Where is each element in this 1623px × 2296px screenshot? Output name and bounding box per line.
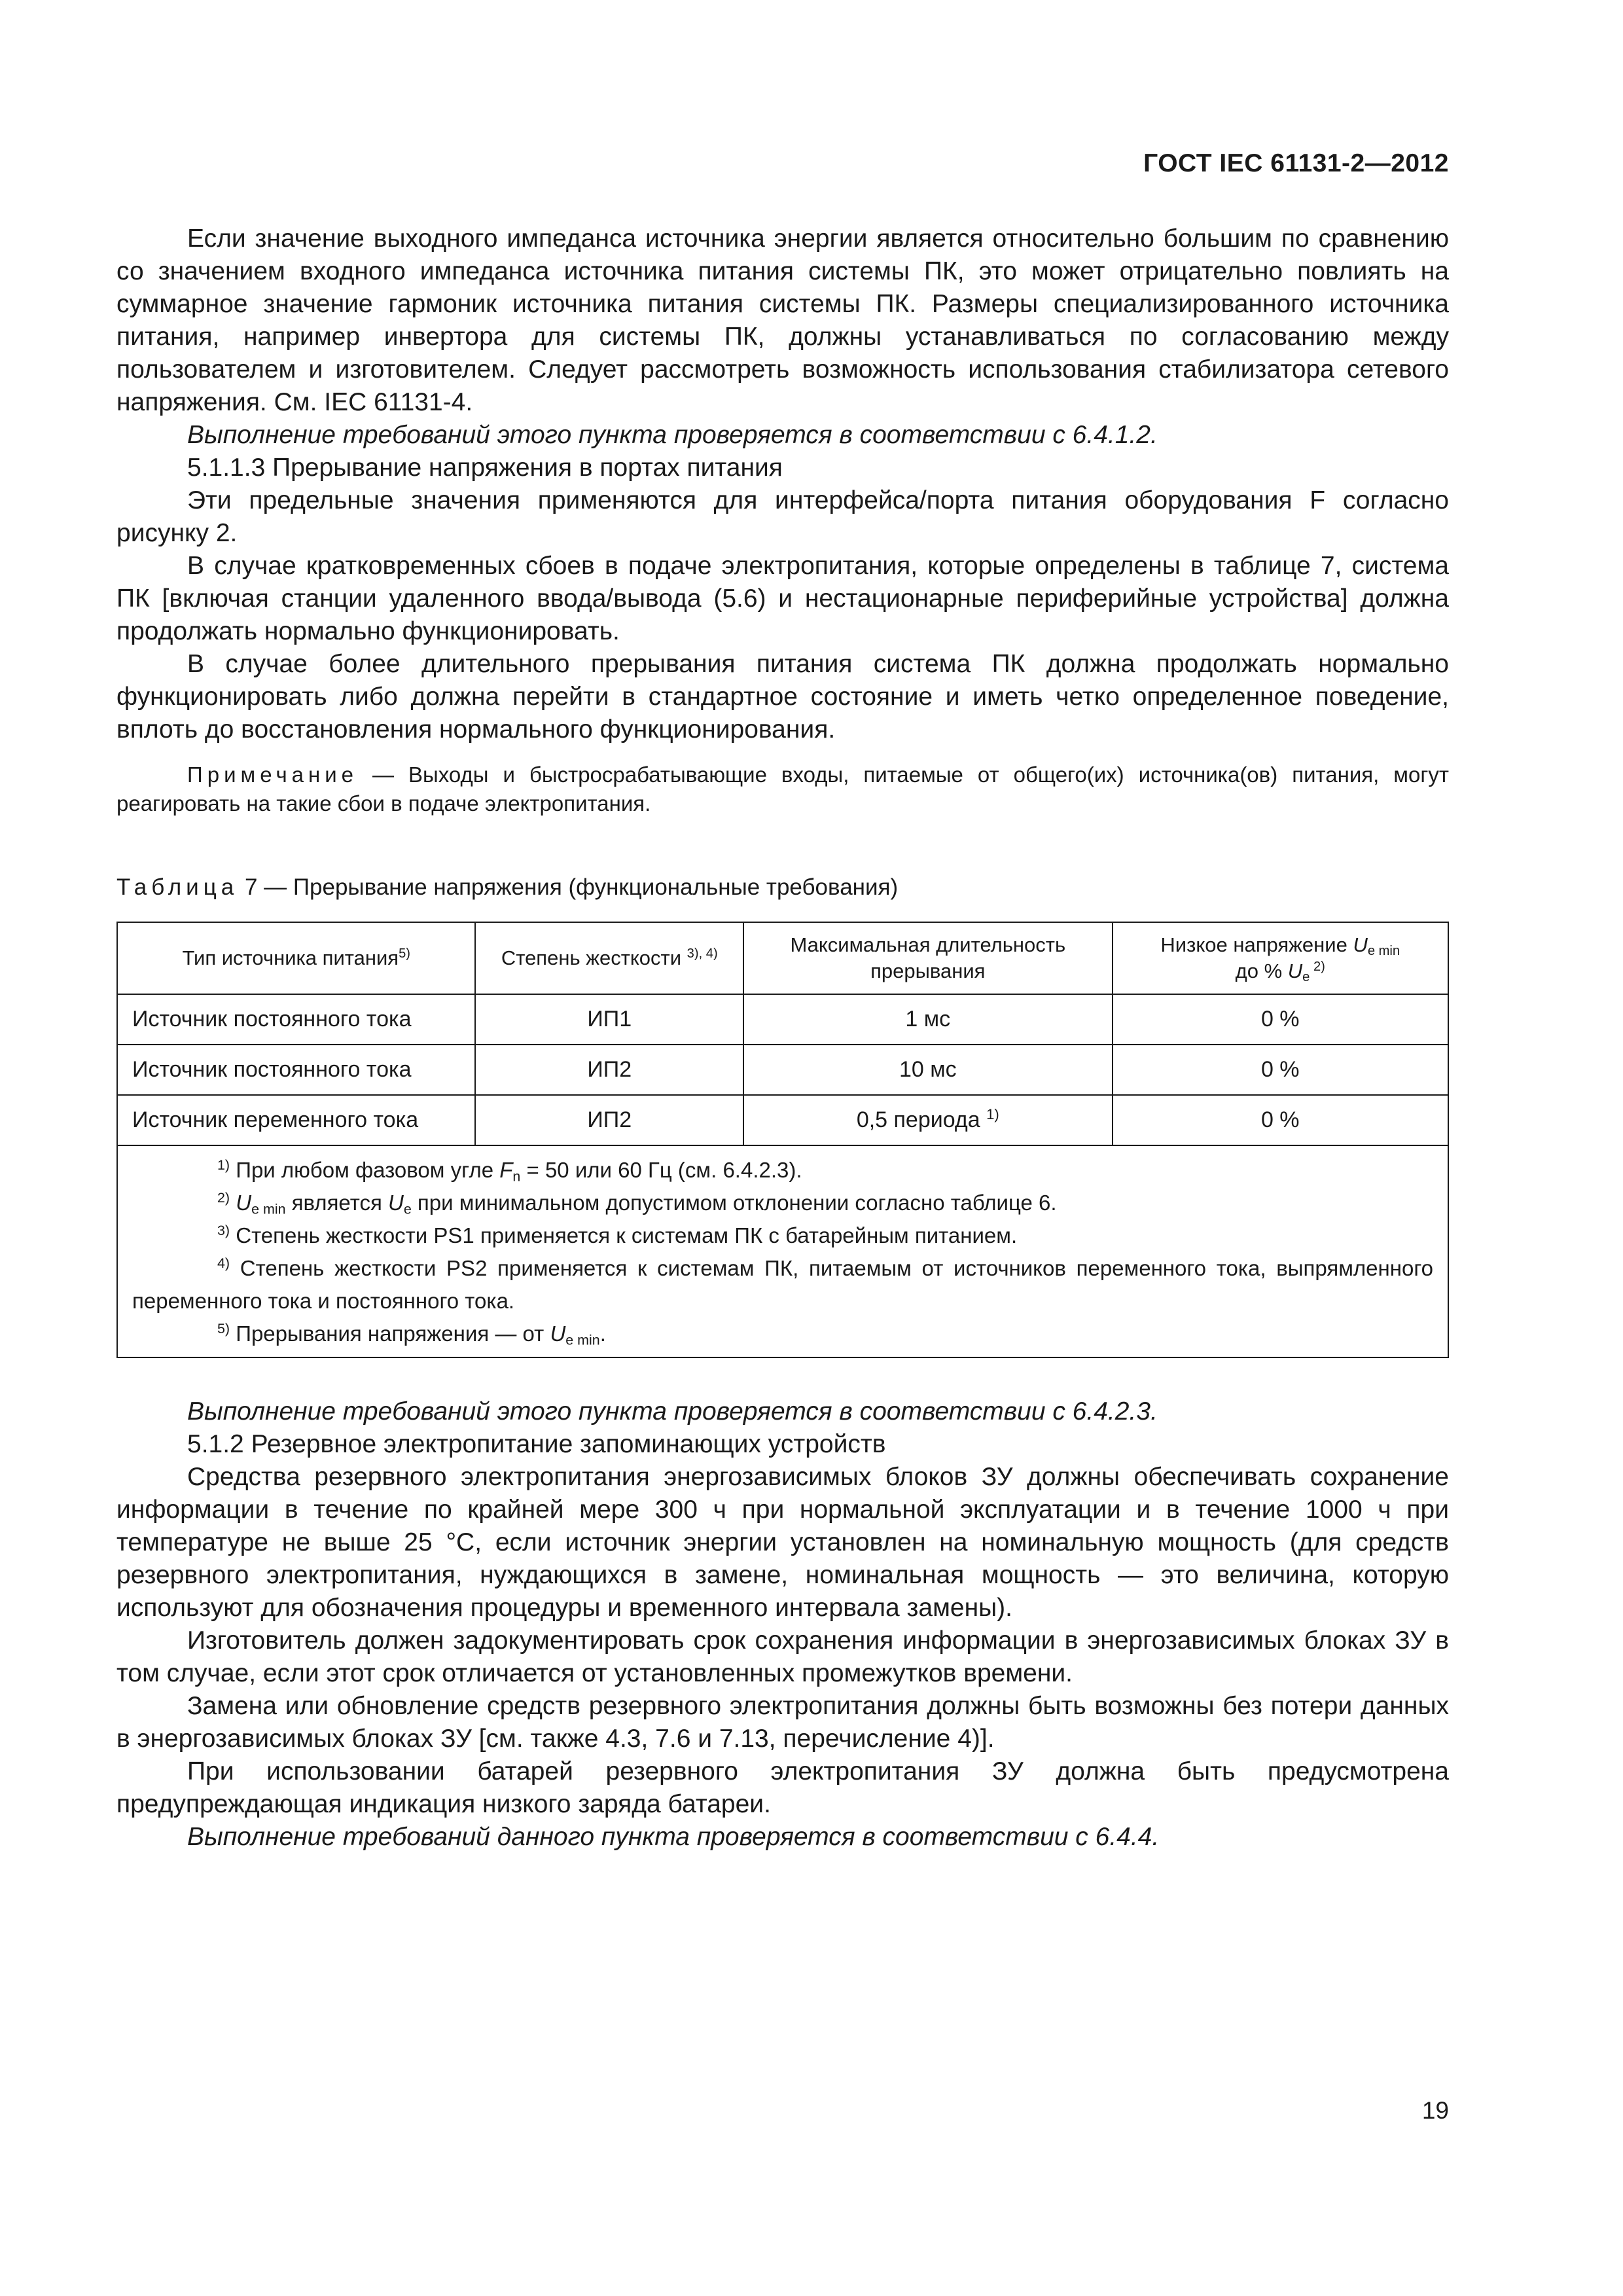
table-caption-text: 7 — Прерывание напряжения (функциональные требования) [238,874,899,900]
footnote-2: $^{2)}$ $U_{e min}$ является $U_e$ при минимальном допустимом отклонении согласно таблице 6. [217,1190,1057,1217]
note-text: — Выходы и быстросрабатывающие входы, питаемые от общего(их) источника(ов) питания, могут реагировать на такие сбои в подаче электропитания. [116,762,1449,816]
paragraph: Замена или обновление средств резервного электропитания должны быть возможны без потери данных в энергозависимых блоках ЗУ [см. также 4.3, 7.6 и 7.13, перечисление 4)]. [116,1692,1449,1753]
table-row [117,1095,1448,1145]
standard-header: ГОСТ IEC 61131-2—2012 [1143,149,1449,177]
footnote-3: $^{3)}$ Степень жесткости PS1 применяется к системам ПК с батарейным питанием. [217,1223,1018,1247]
table-footnotes-row [117,1145,1448,1357]
header-severity: Степень жесткости $^{3), 4)}$ [475,922,743,994]
paragraph: При использовании батарей резервного электропитания ЗУ должна быть предусмотрена предупреждающая индикация низкого заряда батареи. [116,1757,1449,1818]
header-source-type: Тип источника питания$^{5)}$ [117,922,475,994]
footnote-4: $^{4)}$ Степень жесткости PS2 применяется к системам ПК, питаемым от источников переменного тока, выпрямленного переменного тока и постоянного тока. [132,1255,1433,1313]
table-caption [116,874,898,901]
paragraph: Если значение выходного импеданса источника энергии является относительно большим по сравнению со значением входного импеданса источника питания системы ПК, это может отрицательно повлиять на суммарное значение гармоник источника питания системы ПК. Размеры специализированного источника питания, например инвертора для системы ПК, должны устанавливаться по согласованию между пользователем и изготовителем. Следует рассмотреть возможность использования стабилизатора сетевого напряжения. См. IEC 61131-4. [116,224,1449,416]
cell-source-type: Источник переменного тока [117,1095,475,1145]
cell-source-type: Источник постоянного тока [117,994,475,1045]
note-label: Примечание [187,762,359,787]
footnote-1: $^{1)}$ При любом фазовом угле $F_n = 50$ или 60 Гц (см. 6.4.2.3). [217,1157,802,1185]
header-low-voltage: Низкое напряжение $U_{e min}$ до % $U_e$ $^{2)}$ [1113,922,1448,994]
footnote-5: $^{5)}$ Прерывания напряжения — от $U_{e min}$. [217,1321,606,1348]
table-row [117,994,1448,1045]
cell-severity: ИП2 [475,1045,743,1095]
cell-voltage: 0 % [1113,994,1448,1045]
paragraph: Средства резервного электропитания энергозависимых блоков ЗУ должны обеспечивать сохранение информации в течение по крайней мере 300 ч при нормальной эксплуатации и в течение 1000 ч при температуре не выше 25 °С, если источник энергии установлен на номинальную мощность (для средств резервного электропитания, нуждающихся в замене, номинальная мощность — это величина, которую используют для обозначения процедуры и временного интервала замены). [116,1463,1449,1622]
cell-duration: 1 мс [743,994,1112,1045]
voltage-interruption-table [116,922,1449,1358]
verification-paragraph: Выполнение требований данного пункта проверяется в соответствии с 6.4.4. [187,1823,1160,1851]
section-heading: 5.1.2 Резервное электропитание запоминающих устройств [187,1430,886,1458]
note [116,761,1449,818]
paragraph: Изготовитель должен задокументировать срок сохранения информации в энергозависимых блоках ЗУ в том случае, если этот срок отличается от установленных промежутков времени. [116,1626,1449,1687]
cell-voltage: 0 % [1113,1095,1448,1145]
table-footnotes [117,1145,1448,1357]
cell-severity: ИП2 [475,1095,743,1145]
cell-voltage: 0 % [1113,1045,1448,1095]
cell-severity: ИП1 [475,994,743,1045]
cell-source-type: Источник постоянного тока [117,1045,475,1095]
cell-duration: 0,5 периода $^{1)}$ [743,1095,1112,1145]
table-header-row [117,922,1448,994]
header-max-duration: Максимальная длительность прерывания [743,922,1112,994]
table-row [117,1045,1448,1095]
paragraph: В случае более длительного прерывания питания система ПК должна продолжать нормально функционировать либо должна перейти в стандартное состояние и иметь четко определенное поведение, вплоть до восстановления нормального функционирования. [116,650,1449,744]
page-number: 19 [1421,2097,1449,2124]
table-caption-label: Таблица [116,874,239,900]
intro-section [116,223,1449,818]
paragraph: Эти предельные значения применяются для интерфейса/порта питания оборудования F согласно рисунку 2. [116,486,1449,547]
verification-paragraph: Выполнение требований этого пункта проверяется в соответствии с 6.4.1.2. [187,421,1158,449]
section-heading: 5.1.1.3 Прерывание напряжения в портах питания [187,454,783,482]
backup-power-section [116,1395,1449,1854]
cell-duration: 10 мс [743,1045,1112,1095]
paragraph: В случае кратковременных сбоев в подаче электропитания, которые определены в таблице 7, система ПК [включая станции удаленного ввода/вывода (5.6) и нестационарные периферийные устройства] должна продолжать нормально функционировать. [116,552,1449,645]
verification-paragraph: Выполнение требований этого пункта проверяется в соответствии с 6.4.2.3. [187,1397,1158,1426]
